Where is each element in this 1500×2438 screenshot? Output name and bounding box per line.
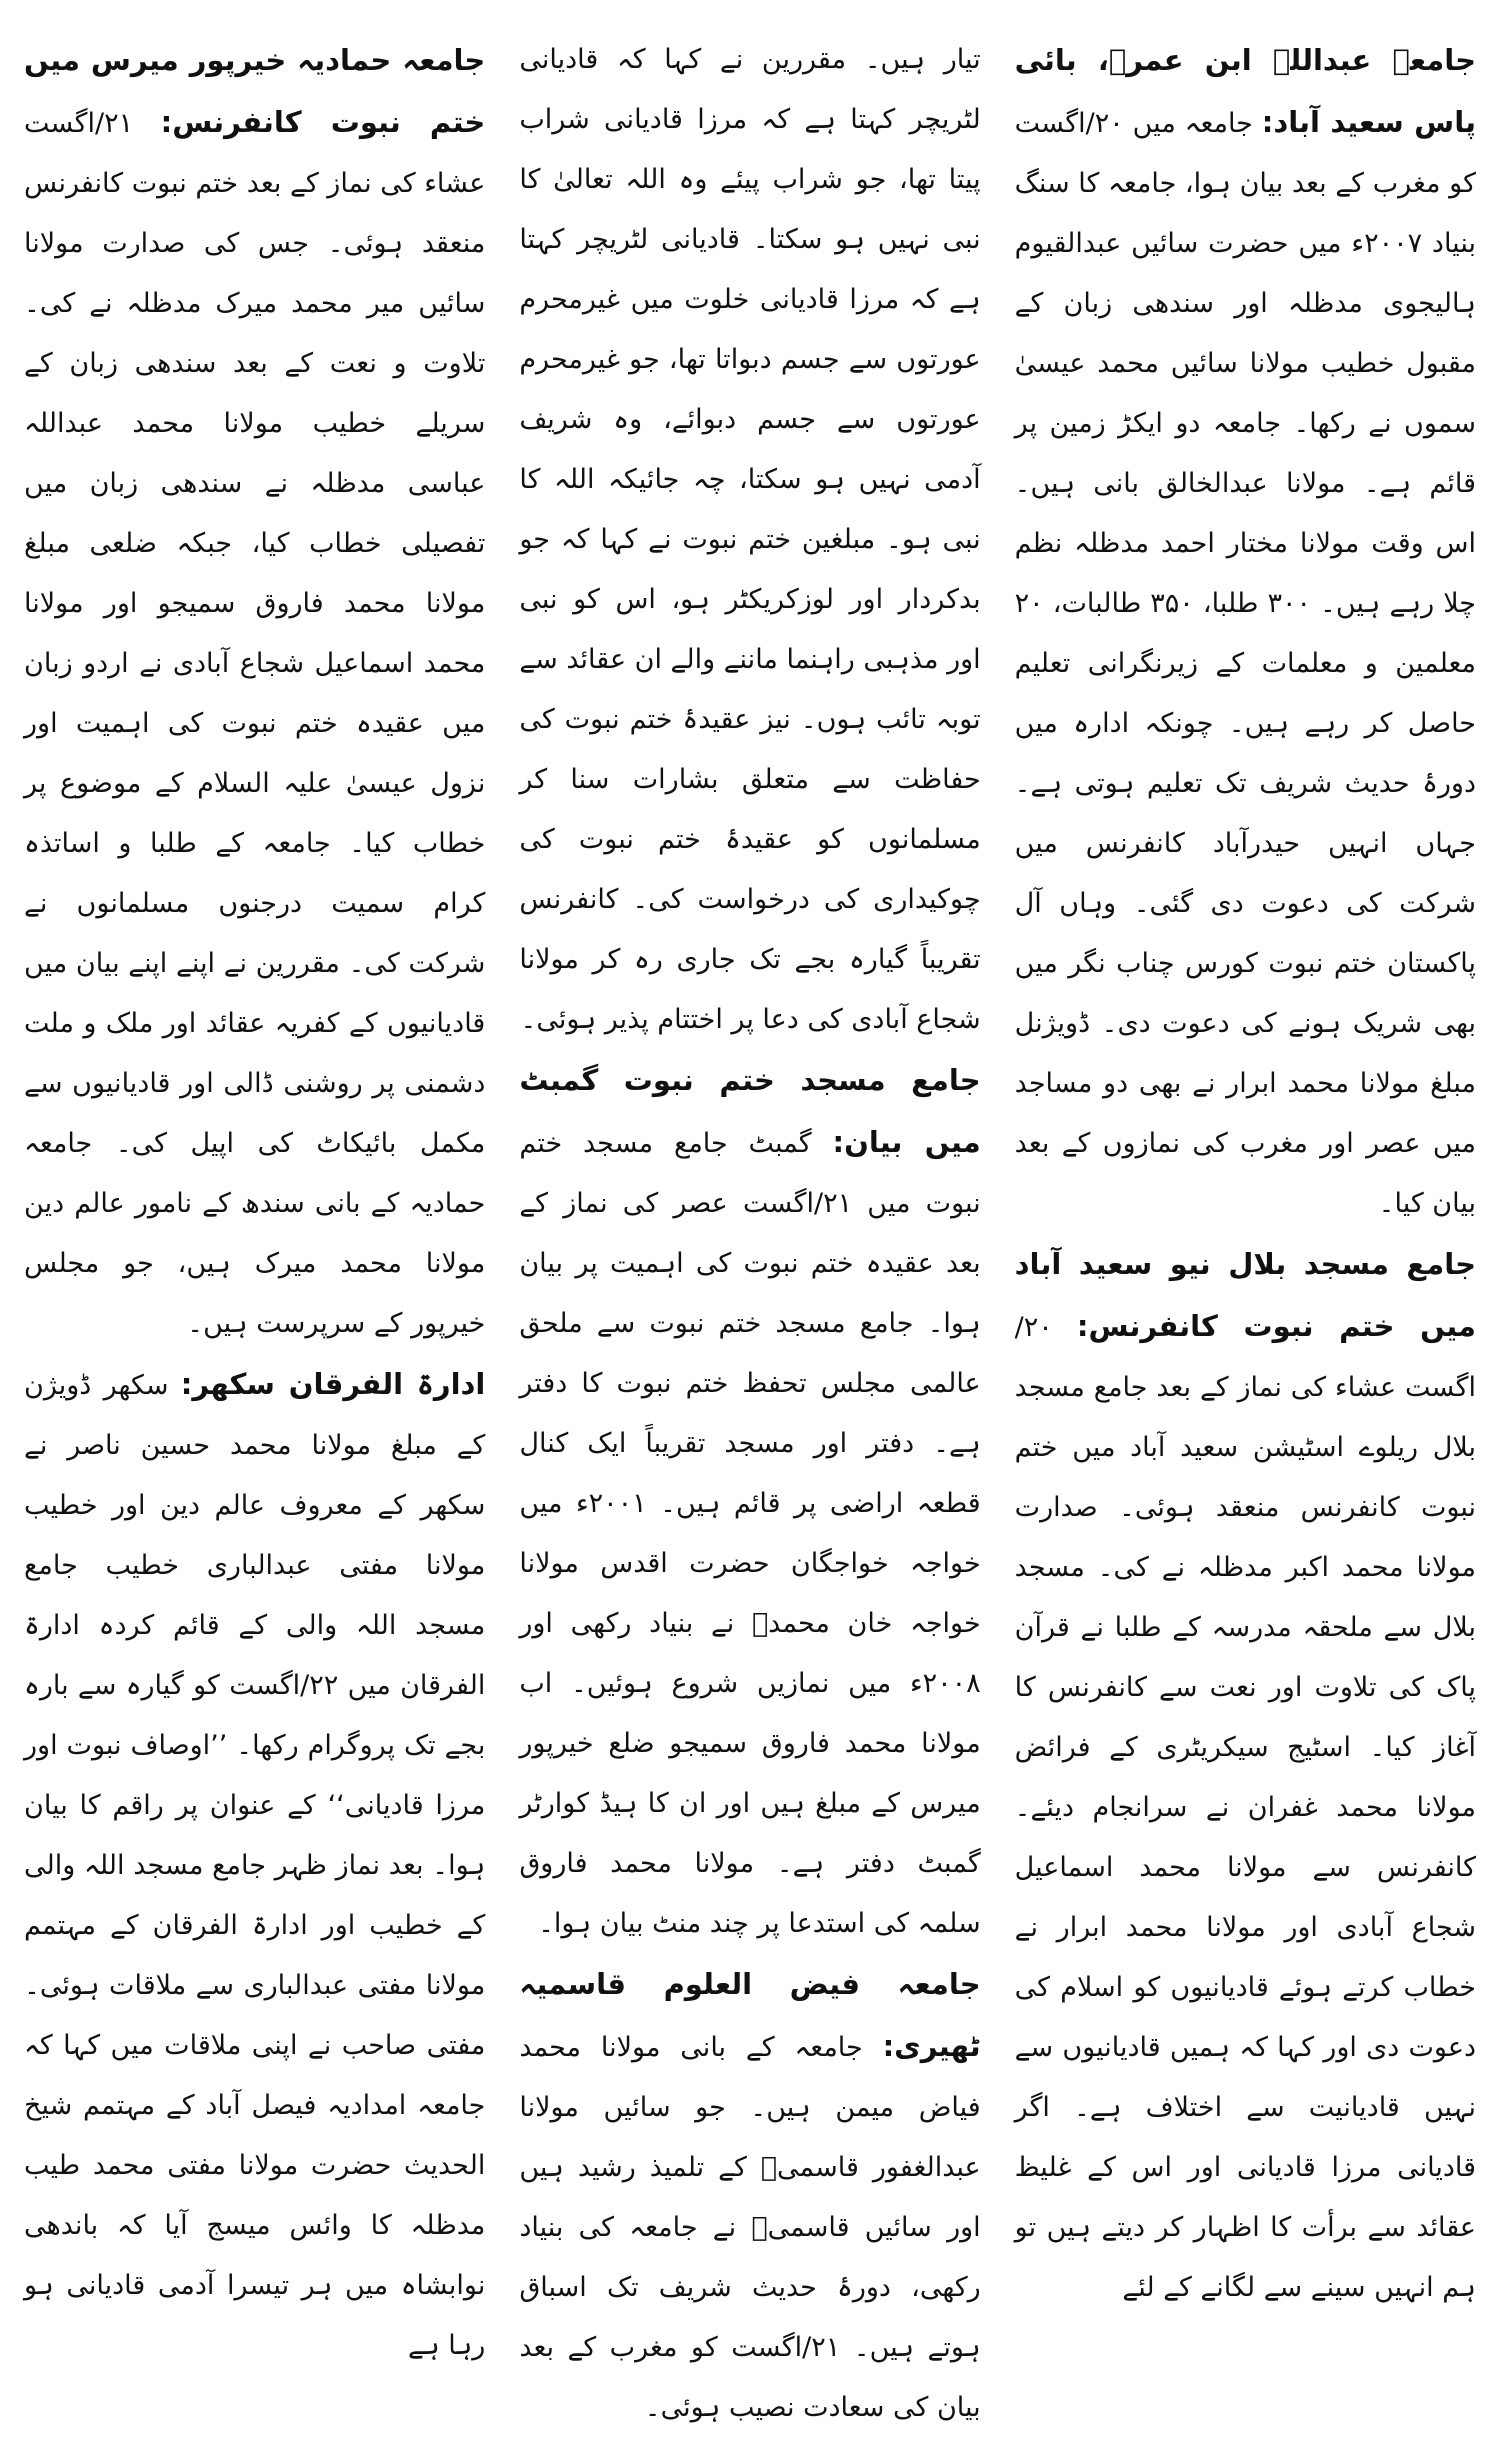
article-heading: جامعہ فیض العلوم قاسمیہ ٹھیری: [519,1967,981,2063]
article-heading: جامعہ عبداللہ ابن عمرؓ، بائی پاس سعید آباد: [1014,43,1476,139]
article-text: ۲۰/اگست عشاء کی نماز کے بعد جامع مسجد بلال ریلوے اسٹیشن سعید آباد میں ختم نبوت کانفرنس منعقد ہوئی۔ صدارت مولانا محمد اکبر مدظلہ نے کی۔ مسجد بلال سے ملحقہ مدرسہ کے طلبا نے قرآن پاک کی تلاوت اور نعت سے کانفرنس کا آغاز کیا۔ اسٹیج سیکریٹری کے فرائض مولانا محمد غفران نے سرانجام دیئے۔ کانفرنس سے مولانا محمد اسماعیل شجاع آبادی اور مولانا محمد ابرار نے خطاب کرتے ہوئے قادیانیوں کو اسلام کی دعوت دی اور کہا کہ ہمیں قادیانیوں سے نہیں قادیانیت سے اختلاف ہے۔ اگر قادیانی مرزا قادیانی اور اس کے غلیظ عقائد سے برأت کا اظہار کر دیتے ہیں تو ہم انہیں سینے سے لگانے کے لئے [1014,1312,1476,2303]
article-masjid-bilal [1015,1234,1476,2318]
column-right [1014,30,1476,2303]
article-heading: جامع مسجد ختم نبوت گمبٹ میں بیان: [519,1063,981,1159]
article-text: جامعہ کے بانی مولانا محمد فیاض میمن ہیں۔ جو سائیں مولانا عبدالغفور قاسمیؒ کے تلمیذ رشید ہیں اور سائیں قاسمیؒ نے جامعہ کی بنیاد رکھی، دورۂ حدیث شریف تک اسباق ہوتے ہیں۔ ۲۱/اگست کو مغرب کے بعد بیان کی سعادت نصیب ہوئی۔ [519,2032,981,2423]
article-hammadia [24,30,485,1354]
article-heading: جامعہ حمادیہ خیرپور میرس میں ختم نبوت کانفرنس: [24,43,486,139]
article-gambat [519,1050,980,1954]
article-text: گمبٹ جامع مسجد ختم نبوت میں ۲۱/اگست عصر کی نماز کے بعد عقیدہ ختم نبوت کی اہمیت پر بیان ہوا۔ جامع مسجد ختم نبوت سے ملحق عالمی مجلس تحفظ ختم نبوت کا دفتر ہے۔ دفتر اور مسجد تقریباً ایک کنال قطعہ اراضی پر قائم ہیں۔ ۲۰۰۱ء میں خواجہ خواجگان حضرت اقدس مولانا خواجہ خان محمدؒ نے بنیاد رکھی اور ۲۰۰۸ء میں نمازیں شروع ہوئیں۔ اب مولانا محمد فاروق سمیجو ضلع خیرپور میرس کے مبلغ ہیں اور ان کا ہیڈ کوارٹر گمبٹ دفتر ہے۔ مولانا محمد فاروق سلمہ کی استدعا پر چند منٹ بیان ہوا۔ [519,1128,981,1939]
column-left [24,30,486,2361]
article-abdullah-ibn-umar [1015,30,1476,1234]
article-continuation [519,30,980,1050]
article-heading: ادارۃ الفرقان سکھر: [180,1367,486,1401]
column-middle [519,30,981,2423]
article-text: تیار ہیں۔ مقررین نے کہا کہ قادیانی لٹریچر کہتا ہے کہ مرزا قادیانی شراب پیتا تھا، جو شراب پیئے وہ اللہ تعالیٰ کا نبی نہیں ہو سکتا۔ قادیانی لٹریچر کہتا ہے کہ مرزا قادیانی خلوت میں غیرمحرم عورتوں سے جسم دبواتا تھا، جو غیرمحرم عورتوں سے جسم دبوائے، وہ شریف آدمی نہیں ہو سکتا، چہ جائیکہ اللہ کا نبی ہو۔ مبلغین ختم نبوت نے کہا کہ جو بدکردار اور لوزکریکٹر ہو، اس کو نبی اور مذہبی راہنما ماننے والے ان عقائد سے توبہ تائب ہوں۔ نیز عقیدۂ ختم نبوت کی حفاظت سے متعلق بشارات سنا کر مسلمانوں کو عقیدۂ ختم نبوت کی چوکیداری کی درخواست کی۔ کانفرنس تقریباً گیارہ بجے تک جاری رہ کر مولانا شجاع آبادی کی دعا پر اختتام پذیر ہوئی۔ [519,44,981,1035]
article-text: ۲۱/اگست عشاء کی نماز کے بعد ختم نبوت کانفرنس منعقد ہوئی۔ جس کی صدارت مولانا سائیں میر محمد میرک مدظلہ نے کی۔ تلاوت و نعت کے بعد سندھی زبان کے سریلے خطیب مولانا محمد عبداللہ عباسی مدظلہ نے سندھی زبان میں تفصیلی خطاب کیا، جبکہ ضلعی مبلغ مولانا محمد فاروق سمیجو اور مولانا محمد اسماعیل شجاع آبادی نے اردو زبان میں عقیدہ ختم نبوت کی اہمیت اور نزول عیسیٰ علیہ السلام کے موضوع پر خطاب کیا۔ جامعہ کے طلبا و اساتذہ کرام سمیت درجنوں مسلمانوں نے شرکت کی۔ مقررین نے اپنے اپنے بیان میں قادیانیوں کے کفریہ عقائد اور ملک و ملت دشمنی پر روشنی ڈالی اور قادیانیوں سے مکمل بائیکاٹ کی اپیل کی۔ جامعہ حمادیہ کے بانی سندھ کے نامور عالم دین مولانا محمد میرک ہیں، جو مجلس خیرپور کے سرپرست ہیں۔ [24,108,486,1339]
article-faiz-ul-uloom [519,1954,980,2438]
article-text: سکھر ڈویژن کے مبلغ مولانا محمد حسین ناصر نے سکھر کے معروف عالم دین اور خطیب مولانا مفتی عبدالباری خطیب جامع مسجد اللہ والی کے قائم کردہ ادارۃ الفرقان میں ۲۲/اگست کو گیارہ سے بارہ بجے تک پروگرام رکھا۔ ’’اوصاف نبوت اور مرزا قادیانی‘‘ کے عنوان پر راقم کا بیان ہوا۔ بعد نماز ظہر جامع مسجد اللہ والی کے خطیب اور ادارۃ الفرقان کے مہتمم مولانا مفتی عبدالباری سے ملاقات ہوئی۔ مفتی صاحب نے اپنی ملاقات میں کہا کہ جامعہ امدادیہ فیصل آباد کے مہتمم شیخ الحدیث حضرت مولانا مفتی محمد طیب مدظلہ کا وائس میسج آیا کہ باندھی نوابشاہ میں ہر تیسرا آدمی قادیانی ہو رہا ہے [24,1370,486,2361]
article-heading: جامع مسجد بلال نیو سعید آباد میں ختم نبوت کانفرنس: [1014,1247,1476,1343]
article-text: جامعہ میں ۲۰/اگست کو مغرب کے بعد بیان ہوا، جامعہ کا سنگ بنیاد ۲۰۰۷ء میں حضرت سائیں عبدالقیوم ہالیجوی مدظلہ اور سندھی زبان کے مقبول خطیب مولانا سائیں محمد عیسیٰ سموں نے رکھا۔ جامعہ دو ایکڑ زمین پر قائم ہے۔ مولانا عبدالخالق بانی ہیں۔ اس وقت مولانا مختار احمد مدظلہ نظم چلا رہے ہیں۔ ۳۰۰ طلبا، ۳۵۰ طالبات، ۲۰ معلمین و معلمات کے زیرنگرانی تعلیم حاصل کر رہے ہیں۔ چونکہ ادارہ میں دورۂ حدیث شریف تک تعلیم ہوتی ہے۔ جہاں انہیں حیدرآباد کانفرنس میں شرکت کی دعوت دی گئی۔ وہاں آل پاکستان ختم نبوت کورس چناب نگر میں بھی شریک ہونے کی دعوت دی۔ ڈویژنل مبلغ مولانا محمد ابرار نے بھی دو مساجد میں عصر اور مغرب کی نمازوں کے بعد بیان کیا۔ [1014,108,1476,1219]
article-idara-al-furqan [24,1354,485,2376]
